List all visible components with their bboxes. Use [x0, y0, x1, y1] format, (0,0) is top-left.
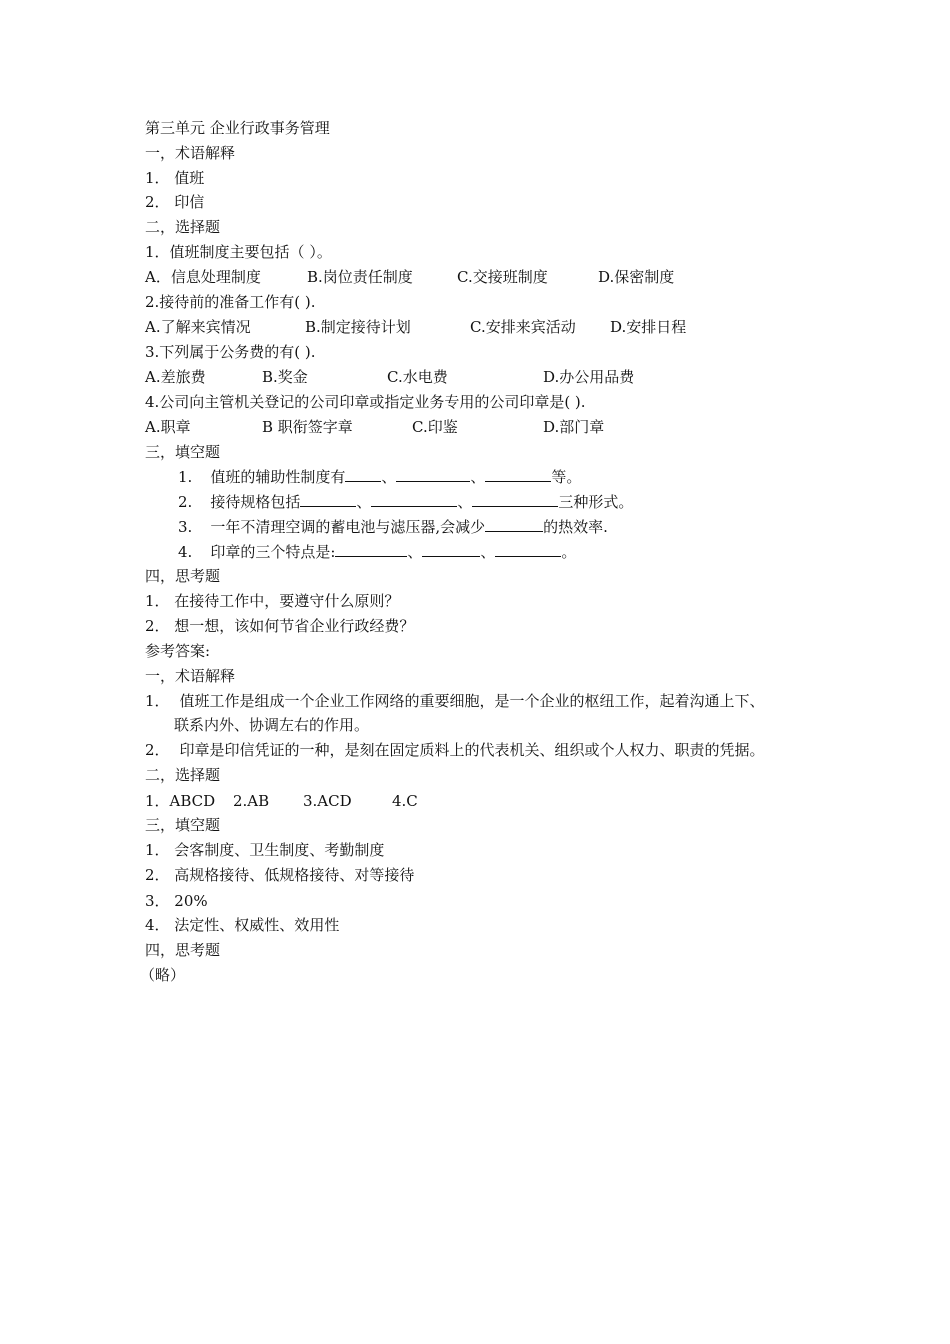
- fill-text: 。: [561, 543, 577, 561]
- answer-blank: [371, 492, 457, 507]
- section-heading-choice: 二，选择题: [145, 218, 221, 236]
- answer-blank: [485, 517, 543, 532]
- document-title: 第三单元 企业行政事务管理: [145, 119, 330, 137]
- question-options: [145, 417, 845, 437]
- choice-answer: 4.C: [392, 792, 418, 810]
- answer-text: 值班工作是组成一个企业工作网络的重要细胞，是一个企业的枢纽工作，起着沟通上下、: [179, 692, 765, 710]
- fill-answer: 2． 高规格接待、低规格接待、对等接待: [145, 866, 415, 884]
- option: A.了解来宾情况: [145, 318, 251, 336]
- fill-answer: 3． 20%: [145, 892, 208, 910]
- option: A．信息处理制度: [145, 268, 261, 286]
- choice-answer: 3.ACD: [303, 792, 352, 810]
- fill-text: 印章的三个特点是:: [210, 543, 336, 561]
- omitted-answer: （略）: [140, 966, 186, 984]
- option: B.岗位责任制度: [307, 268, 413, 286]
- question-options: [145, 267, 845, 287]
- fill-number: 1.: [178, 468, 193, 486]
- option: A.差旅费: [145, 368, 206, 386]
- answer-blank: [422, 542, 480, 557]
- answers-heading: 参考答案:: [145, 642, 211, 660]
- answer-blank: [485, 467, 551, 482]
- question-stem: 2.接待前的准备工作有( ).: [145, 293, 316, 311]
- fill-answer: 1． 会客制度、卫生制度、考勤制度: [145, 841, 385, 859]
- answer-text: 印章是印信凭证的一种，是刻在固定质料上的代表机关、组织或个人权力、职责的凭据。: [179, 741, 765, 759]
- answer-blank: [345, 467, 381, 482]
- fill-number: 3.: [178, 518, 193, 536]
- option: B.制定接待计划: [305, 318, 411, 336]
- think-item: 2． 想一想，该如何节省企业行政经费？: [145, 617, 415, 635]
- option: C.交接班制度: [457, 268, 548, 286]
- fill-item: [178, 517, 608, 537]
- fill-separator: 、: [457, 493, 473, 511]
- think-item: 1． 在接待工作中，要遵守什么原则？: [145, 592, 400, 610]
- option: B 职衔签字章: [262, 418, 353, 436]
- choice-answer: 2.AB: [233, 792, 270, 810]
- question-options: [145, 367, 845, 387]
- option: C.水电费: [387, 368, 448, 386]
- fill-answer: 4． 法定性、权威性、效用性: [145, 916, 340, 934]
- answer-term-item: [145, 691, 765, 711]
- fill-separator: 、: [381, 468, 397, 486]
- section-heading-terms: 一，术语解释: [145, 144, 236, 162]
- choice-answer: 1．ABCD: [145, 792, 216, 810]
- answer-blank: [472, 492, 558, 507]
- fill-item: [178, 467, 581, 487]
- fill-separator: 、: [480, 543, 496, 561]
- term-item: 1． 值班: [145, 169, 205, 187]
- choice-answers: [145, 791, 545, 811]
- answers-section-heading: 四，思考题: [145, 941, 221, 959]
- option: C.印鉴: [412, 418, 458, 436]
- fill-text: 值班的辅助性制度有: [210, 468, 346, 486]
- answers-section-heading: 三，填空题: [145, 816, 221, 834]
- answer-blank: [300, 492, 356, 507]
- fill-separator: 、: [470, 468, 486, 486]
- option: B.奖金: [262, 368, 308, 386]
- fill-separator: 、: [356, 493, 372, 511]
- term-item: 2． 印信: [145, 193, 205, 211]
- fill-text: 接待规格包括: [210, 493, 301, 511]
- option: C.安排来宾活动: [470, 318, 576, 336]
- answer-blank: [335, 542, 407, 557]
- option: D.保密制度: [598, 268, 675, 286]
- fill-number: 2.: [178, 493, 193, 511]
- question-stem: 3.下列属于公务费的有( ).: [145, 343, 316, 361]
- answers-section-heading: 二，选择题: [145, 766, 221, 784]
- question-stem: 4.公司向主管机关登记的公司印章或指定业务专用的公司印章是( ).: [145, 393, 586, 411]
- answer-text-continuation: 联系内外、协调左右的作用。: [174, 716, 370, 734]
- fill-text: 等。: [551, 468, 582, 486]
- section-heading-think: 四，思考题: [145, 567, 221, 585]
- fill-item: [178, 492, 633, 512]
- option: D.安排日程: [610, 318, 687, 336]
- answer-blank: [495, 542, 561, 557]
- fill-separator: 、: [407, 543, 423, 561]
- answers-section-heading: 一，术语解释: [145, 667, 236, 685]
- fill-number: 4.: [178, 543, 193, 561]
- option: D.办公用品费: [543, 368, 635, 386]
- answer-blank: [396, 467, 470, 482]
- fill-text: 一年不清理空调的蓄电池与滤压器,会减少: [210, 518, 486, 536]
- answer-term-item: [145, 740, 765, 760]
- fill-text: 的热效率.: [543, 518, 608, 536]
- option: A.职章: [145, 418, 191, 436]
- question-stem: 1．值班制度主要包括（ ）。: [145, 243, 332, 261]
- question-options: [145, 317, 845, 337]
- fill-item: [178, 542, 576, 562]
- section-heading-fill: 三，填空题: [145, 443, 221, 461]
- fill-text: 三种形式。: [558, 493, 634, 511]
- answer-number: 1．: [145, 692, 170, 710]
- answer-number: 2．: [145, 741, 170, 759]
- option: D.部门章: [543, 418, 605, 436]
